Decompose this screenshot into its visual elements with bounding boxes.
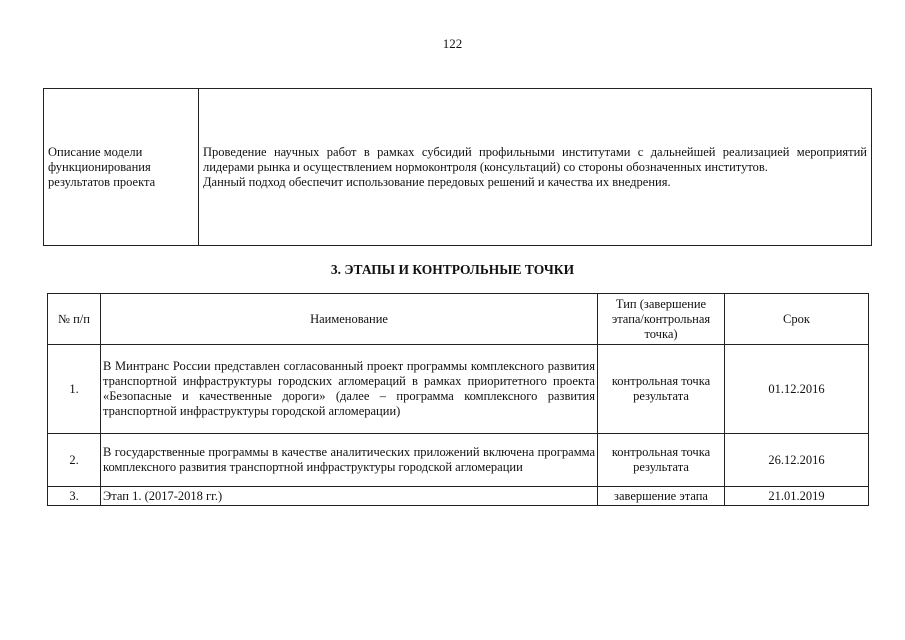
table-header-row: [48, 294, 869, 345]
row-number: 3.: [48, 487, 101, 506]
header-type: Тип (завершение этапа/контрольная точка): [598, 294, 725, 345]
row-type: контрольная точка результата: [598, 345, 725, 434]
row-deadline: 21.01.2019: [725, 487, 869, 506]
description-paragraph: Проведение научных работ в рамках субсидий профильными институтами с дальнейшей реализацией мероприятий лидерами рынка и осуществлением нормоконтроля (консультаций) со стороны обозначенных институтов.: [203, 144, 867, 174]
row-type: завершение этапа: [598, 487, 725, 506]
row-deadline: 01.12.2016: [725, 345, 869, 434]
header-number: № п/п: [48, 294, 101, 345]
row-name: В Минтранс России представлен согласованный проект программы комплексного развития транспортной инфраструктуры городских агломераций в рамках приоритетного проекта «Безопасные и качественные дороги» (далее – программа комплексного развития транспортной инфраструктуры городской агломерации): [101, 345, 598, 434]
header-deadline: Срок: [725, 294, 869, 345]
row-number: 2.: [48, 434, 101, 487]
description-text: [199, 89, 872, 246]
header-name: Наименование: [101, 294, 598, 345]
row-name: Этап 1. (2017-2018 гг.): [101, 487, 598, 506]
table-row: [48, 487, 869, 506]
stages-checkpoints-table: [47, 293, 869, 506]
row-type: контрольная точка результата: [598, 434, 725, 487]
table-row: [48, 434, 869, 487]
project-model-description-table: [43, 88, 872, 246]
description-row: [44, 89, 872, 246]
row-number: 1.: [48, 345, 101, 434]
table-row: [48, 345, 869, 434]
row-deadline: 26.12.2016: [725, 434, 869, 487]
description-label: Описание модели функционирования результатов проекта: [44, 89, 199, 246]
row-name: В государственные программы в качестве аналитических приложений включена программа комплексного развития транспортной инфраструктуры городской агломерации: [101, 434, 598, 487]
page-number: 122: [442, 36, 463, 51]
description-paragraph: Данный подход обеспечит использование передовых решений и качества их внедрения.: [203, 174, 671, 189]
section-title: 3. ЭТАПЫ И КОНТРОЛЬНЫЕ ТОЧКИ: [330, 262, 575, 277]
